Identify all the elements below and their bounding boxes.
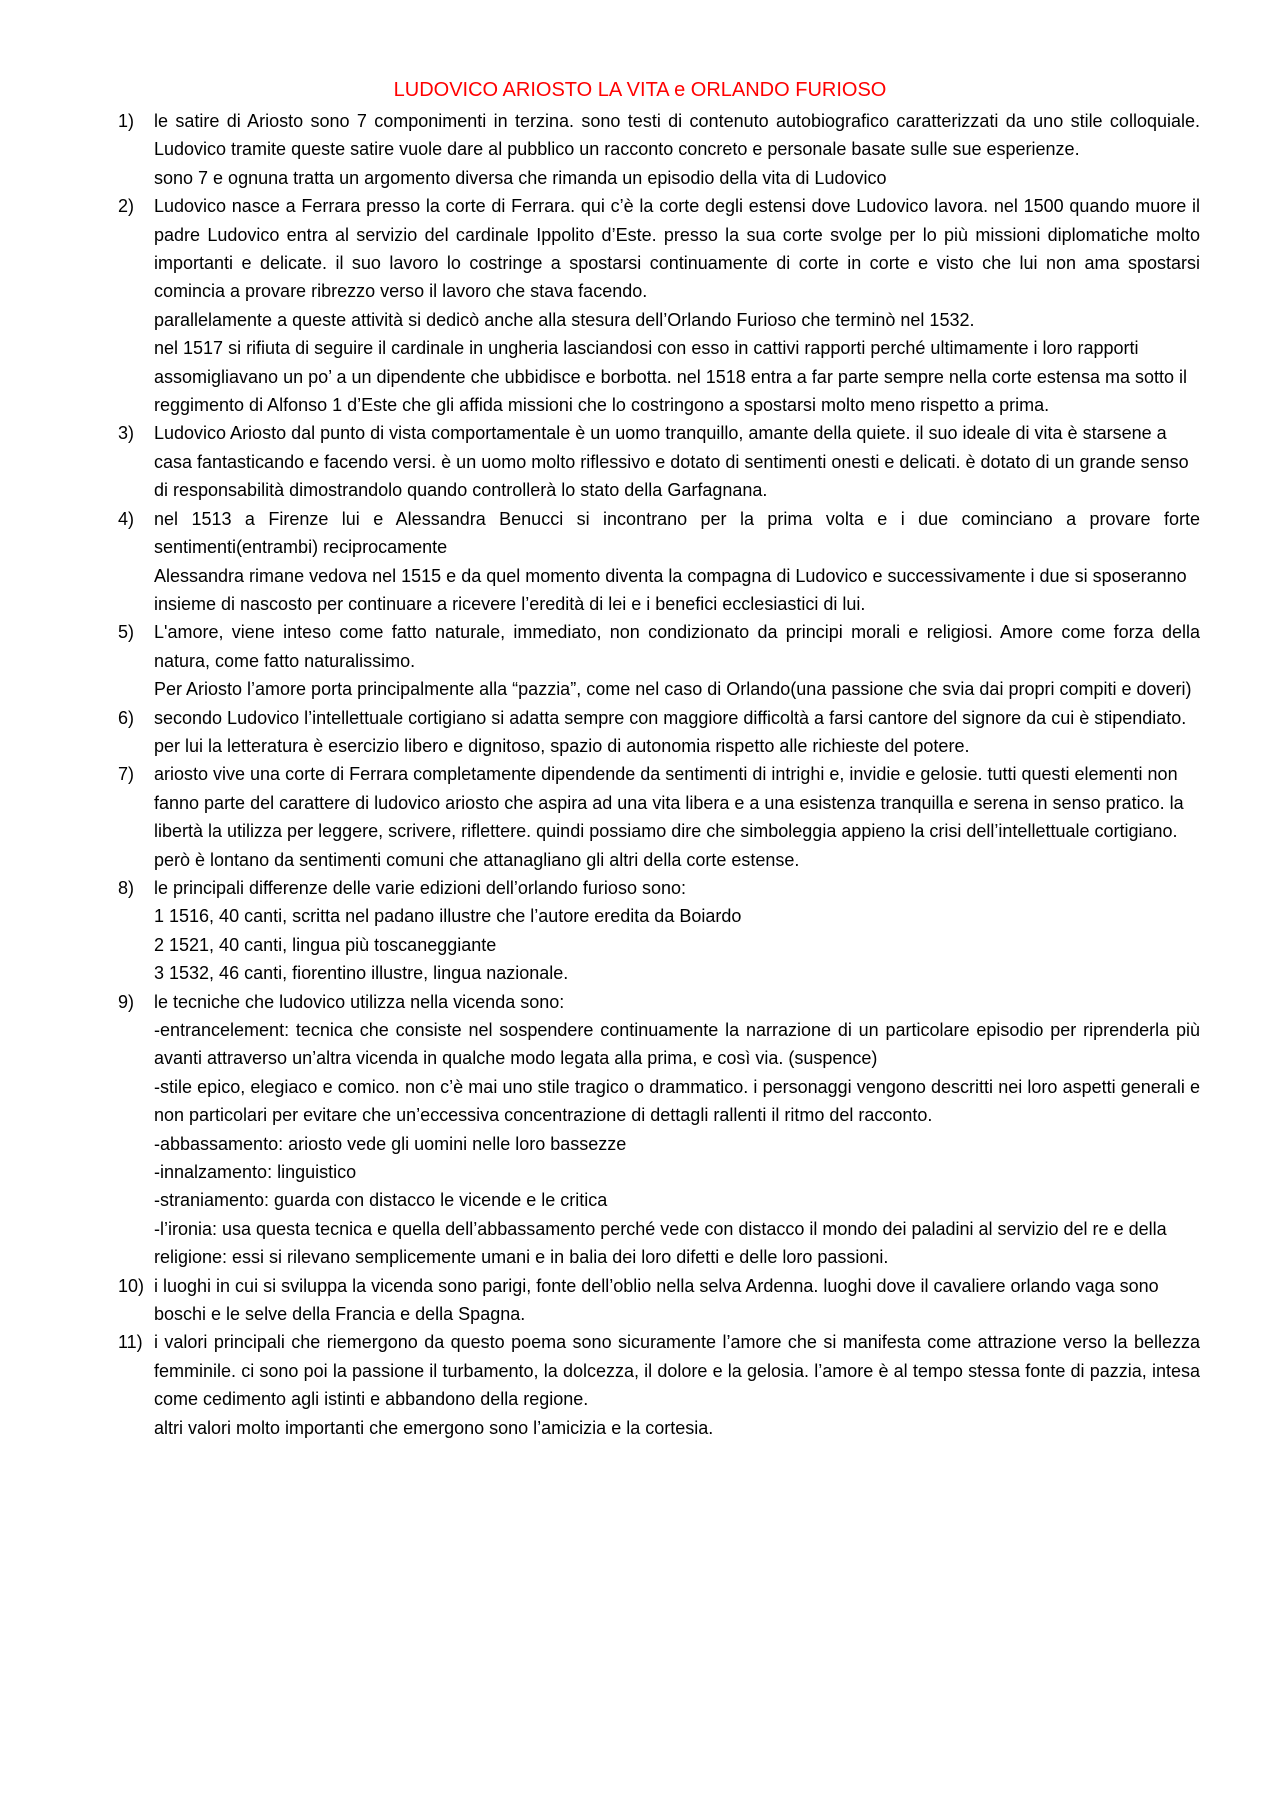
list-item-paragraph: parallelamente a queste attività si dedicò anche alla stesura dell’Orlando Furioso che terminò nel 1532. <box>154 309 975 330</box>
list-item-paragraph: Per Ariosto l’amore porta principalmente alla “pazzia”, come nel caso di Orlando(una passione che svia dai propri compiti e doveri) <box>154 679 1192 700</box>
list-item <box>118 1272 1200 1329</box>
list-item-paragraph: -entrancelement: tecnica che consiste nel sospendere continuamente la narrazione di un particolare episodio per riprenderla più avanti attraverso un’altra vicenda in qualche modo legata alla prima, e così via. (suspence) <box>154 1020 1200 1069</box>
list-item <box>118 874 1200 988</box>
list-item-paragraph: Ludovico nasce a Ferrara presso la corte di Ferrara. qui c’è la corte degli estensi dove Ludovico lavora. nel 1500 quando muore il padre Ludovico entra al servizio del cardinale Ippolito d’Este. presso la sua corte svolge per lo più missioni diplomatiche molto importanti e delicate. il suo lavoro lo costringe a spostarsi continuamente di corte in corte e visto che lui non ama spostarsi comincia a provare ribrezzo verso il lavoro che stava facendo. <box>154 196 1200 302</box>
list-item-paragraph: nel 1513 a Firenze lui e Alessandra Benucci si incontrano per la prima volta e i due cominciano a provare forte sentimenti(entrambi) reciprocamente <box>154 508 1200 558</box>
list-item-paragraph: i valori principali che riemergono da questo poema sono sicuramente l’amore che si manifesta come attrazione verso la bellezza femminile. ci sono poi la passione il turbamento, la dolcezza, il dolore e la gelosia. l’amore è al tempo stessa fonte di pazzia, intesa come cedimento agli istinti e abbandono della regione. <box>154 1332 1200 1410</box>
list-item-paragraph: L'amore, viene inteso come fatto naturale, immediato, non condizionato da principi morali e religiosi. Amore come forza della natura, come fatto naturalissimo. <box>154 622 1200 671</box>
list-item-paragraph: -l’ironia: usa questa tecnica e quella dell’abbassamento perché vede con distacco il mondo dei paladini al servizio del re e della religione: essi si rilevano semplicemente umani e in balia dei loro difetti e delle loro passioni. <box>154 1218 1167 1268</box>
list-item <box>118 618 1200 703</box>
list-item-paragraph: secondo Ludovico l’intellettuale cortigiano si adatta sempre con maggiore difficoltà a farsi cantore del signore da cui è stipendiato. per lui la letteratura è esercizio libero e dignitoso, spazio di autonomia rispetto alle richieste del potere. <box>154 707 1187 756</box>
list-item-paragraph: i luoghi in cui si sviluppa la vicenda sono parigi, fonte dell’oblio nella selva Ardenna. luoghi dove il cavaliere orlando vaga sono boschi e le selve della Francia e della Spagna. <box>154 1275 1159 1325</box>
list-item-paragraph: 2 1521, 40 canti, lingua più toscaneggiante <box>154 934 497 955</box>
list-item-number: 4) <box>118 508 135 529</box>
list-item-paragraph: -straniamento: guarda con distacco le vicende e le critica <box>154 1190 608 1211</box>
list-item-paragraph: 1 1516, 40 canti, scritta nel padano illustre che l’autore eredita da Boiardo <box>154 906 742 927</box>
list-item <box>118 988 1200 1272</box>
list-item-paragraph: le tecniche che ludovico utilizza nella vicenda sono: <box>154 991 565 1012</box>
list-item-paragraph: altri valori molto importanti che emergono sono l’amicizia e la cortesia. <box>154 1417 714 1438</box>
list-item-paragraph: Ludovico Ariosto dal punto di vista comportamentale è un uomo tranquillo, amante della quiete. il suo ideale di vita è starsene a casa fantasticando e facendo versi. è un uomo molto riflessivo e dotato di sentimenti onesti e delicati. è dotato di un grande senso di responsabilità dimostrandolo quando controllerà lo stato della Garfagnana. <box>154 423 1189 501</box>
list-item-number: 11) <box>118 1332 143 1353</box>
list-item <box>118 419 1200 504</box>
list-item <box>118 704 1200 761</box>
list-item <box>118 107 1200 192</box>
list-item-paragraph: -abbassamento: ariosto vede gli uomini nelle loro bassezze <box>154 1133 627 1154</box>
list-item-number: 3) <box>118 423 135 444</box>
list-item-paragraph: sono 7 e ognuna tratta un argomento diversa che rimanda un episodio della vita di Ludovico <box>154 167 887 188</box>
list-item <box>118 760 1200 874</box>
list-item-paragraph: -innalzamento: linguistico <box>154 1162 357 1183</box>
list-item <box>118 505 1200 619</box>
list-item-paragraph: -stile epico, elegiaco e comico. non c’è mai uno stile tragico o drammatico. i personaggi vengono descritti nei loro aspetti generali e non particolari per evitare che un’eccessiva concentrazione di dettagli rallenti il ritmo del racconto. <box>154 1076 1200 1126</box>
list-item-paragraph: ariosto vive una corte di Ferrara completamente dipendende da sentimenti di intrighi e, invidie e gelosie. tutti questi elementi non fanno parte del carattere di ludovico ariosto che aspira ad una vita libera e a una esistenza tranquilla e serena in senso pratico. la libertà la utilizza per leggere, scrivere, riflettere. quindi possiamo dire che simboleggia appieno la crisi dell’intellettuale cortigiano. però è lontano da sentimenti comuni che attanagliano gli altri della corte estense. <box>154 764 1184 870</box>
list-item-paragraph: Alessandra rimane vedova nel 1515 e da quel momento diventa la compagna di Ludovico e successivamente i due si sposeranno insieme di nascosto per continuare a ricevere l’eredità di lei e i benefici ecclesiastici di lui. <box>154 565 1187 614</box>
list-item <box>118 1328 1200 1442</box>
list-item-number: 9) <box>118 991 135 1012</box>
list-item-paragraph: le principali differenze delle varie edizioni dell’orlando furioso sono: <box>154 877 686 898</box>
list-item-number: 8) <box>118 877 135 898</box>
list-item-number: 2) <box>118 196 135 217</box>
list-item-number: 1) <box>118 111 135 131</box>
list-item-paragraph: nel 1517 si rifiuta di seguire il cardinale in ungheria lasciandosi con esso in cattivi rapporti perché ultimamente i loro rapporti assomigliavano un po’ a un dipendente che ubbidisce e borbotta. nel 1518 entra a far parte sempre nella corte estensa ma sotto il reggimento di Alfonso 1 d’Este che gli affida missioni che lo costringono a spostarsi molto meno rispetto a prima. <box>154 338 1187 416</box>
list-item-number: 10) <box>118 1275 145 1296</box>
page-title: LUDOVICO ARIOSTO LA VITA e ORLANDO FURIOSO <box>393 79 887 101</box>
list-item-number: 5) <box>118 622 135 643</box>
numbered-list <box>118 107 1200 1442</box>
list-item-number: 7) <box>118 764 135 785</box>
list-item <box>118 192 1200 419</box>
list-item-paragraph: le satire di Ariosto sono 7 componimenti in terzina. sono testi di contenuto autobiografico caratterizzati da uno stile colloquiale. Ludovico tramite queste satire vuole dare al pubblico un racconto concreto e personale basate sulle sue esperienze. <box>154 111 1200 160</box>
list-item-number: 6) <box>118 707 135 728</box>
list-item-paragraph: 3 1532, 46 canti, fiorentino illustre, lingua nazionale. <box>154 963 569 984</box>
